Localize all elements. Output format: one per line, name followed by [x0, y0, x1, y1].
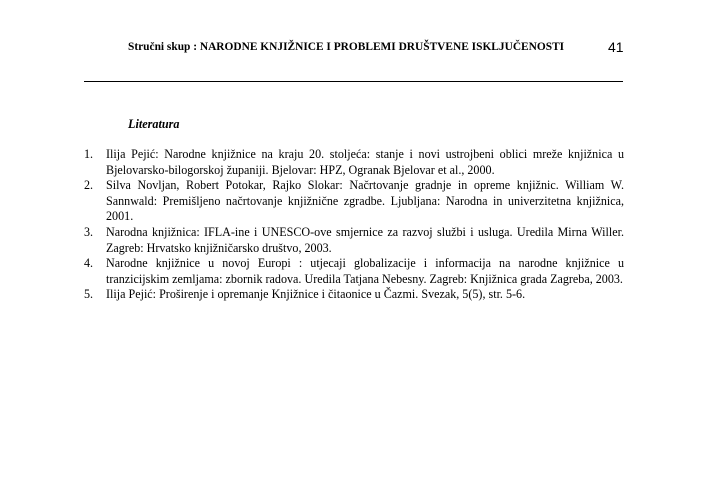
running-title: Stručni skup : NARODNE KNJIŽNICE I PROBLEMI DRUŠTVENE ISKLJUČENOSTI	[128, 41, 565, 53]
reference-item-4	[84, 256, 624, 287]
page-number: 41	[608, 39, 624, 55]
reference-item-3	[84, 225, 624, 256]
section-heading: Literatura	[128, 117, 180, 131]
reference-number: 3.	[84, 224, 94, 239]
reference-text: Narodna knjižnica: IFLA-ine i UNESCO-ove smjernice za razvoj službi i usluga. Uredila Mirna Willer. Zagreb: Hrvatsko knjižničarsko društvo, 2003.	[106, 224, 624, 255]
reference-number: 4.	[84, 256, 94, 271]
reference-number: 2.	[84, 178, 94, 193]
header-divider	[84, 81, 623, 82]
reference-text: Ilija Pejić: Proširenje i opremanje Knjižnice i čitaonice u Čazmi. Svezak, 5(5), str. 5-6.	[106, 287, 526, 302]
page-header	[0, 38, 706, 60]
reference-number: 1.	[84, 147, 94, 161]
reference-item-5	[84, 287, 624, 303]
reference-item-1	[84, 147, 624, 178]
reference-text: Ilija Pejić: Narodne knjižnice na kraju 20. stoljeća: stanje i novi ustrojbeni oblici mreže knjižnica u Bjelovarsko-bilogorskoj županiji. Bjelovar: HPZ, Ogranak Bjelovar et al., 2000.	[106, 147, 624, 177]
reference-list	[84, 147, 624, 303]
reference-text: Silva Novljan, Robert Potokar, Rajko Slokar: Načrtovanje gradnje in opreme knjižnic. William W. Sannwald: Premišljeno načrtovanje knjižnične zgradbe. Ljubljana: Narodna in univerzitetna knjižnica, 2001.	[106, 178, 624, 224]
reference-item-2	[84, 178, 624, 225]
reference-number: 5.	[84, 287, 94, 302]
reference-text: Narodne knjižnice u novoj Europi : utjecaji globalizacije i informacija na narodne knjižnice u tranzicijskim zemljama: zbornik radova. Uredila Tatjana Nebesny. Zagreb: Knjižnica grada Zagreba, 2003.	[106, 256, 624, 286]
